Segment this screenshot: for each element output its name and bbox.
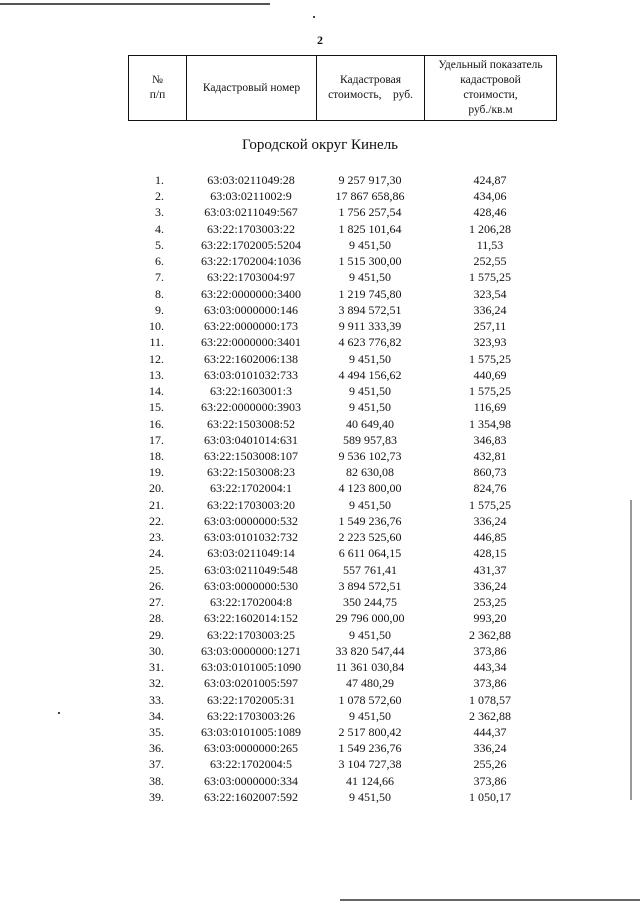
cadastral-value: 350 244,75 <box>343 595 397 610</box>
table-row <box>0 334 640 350</box>
scan-edge-bottom <box>340 899 640 901</box>
cadastral-number: 63:22:1703003:22 <box>206 221 295 236</box>
cadastral-number: 63:22:1602007:592 <box>203 789 298 804</box>
table-row <box>0 529 640 545</box>
table-row <box>0 416 640 432</box>
table-row <box>0 253 640 269</box>
cadastral-value: 9 257 917,30 <box>338 173 402 187</box>
row-number: 38. <box>149 773 164 788</box>
cadastral-value: 6 611 064,15 <box>338 546 402 561</box>
row-number: 18. <box>149 448 164 463</box>
specific-value: 444,37 <box>473 724 507 739</box>
row-number: 29. <box>149 627 164 642</box>
cadastral-number: 63:22:1703003:20 <box>206 497 295 512</box>
cadastral-value: 2 223 525,60 <box>338 530 402 545</box>
table-row <box>0 432 640 448</box>
row-number: 12. <box>149 351 164 366</box>
specific-value: 1 575,25 <box>469 351 511 366</box>
cadastral-number: 63:03:0000000:532 <box>203 513 298 528</box>
cadastral-number: 63:22:1503008:23 <box>206 465 295 480</box>
cadastral-value: 4 494 156,62 <box>338 367 402 382</box>
specific-value: 824,76 <box>473 481 507 496</box>
specific-value: 993,20 <box>473 611 507 626</box>
table-row <box>0 383 640 399</box>
row-number: 34. <box>149 708 164 723</box>
table-row <box>0 708 640 724</box>
cadastral-value: 4 123 800,00 <box>338 481 402 496</box>
specific-value: 424,87 <box>473 173 507 187</box>
specific-value: 257,11 <box>473 319 507 334</box>
header-col-specific-value: Удельный показатель кадастровой стоимости, руб./кв.м <box>425 56 557 121</box>
table-row <box>0 269 640 285</box>
cadastral-number: 63:03:0211049:548 <box>204 562 298 577</box>
cadastral-number: 63:22:0000000:173 <box>203 319 298 334</box>
row-number: 25. <box>149 562 164 577</box>
cadastral-value: 47 480,29 <box>346 676 394 691</box>
table-row <box>0 204 640 220</box>
cadastral-number: 63:22:1702005:31 <box>206 692 295 707</box>
specific-value: 432,81 <box>473 448 507 463</box>
table-row <box>0 188 640 204</box>
table-row <box>0 513 640 529</box>
cadastral-value: 3 104 727,38 <box>338 757 402 772</box>
table-row <box>0 172 640 188</box>
row-number: 23. <box>149 530 164 545</box>
cadastral-value: 29 796 000,00 <box>335 611 405 626</box>
section-title: Городской округ Кинель <box>241 137 399 153</box>
specific-value: 323,93 <box>473 335 507 350</box>
row-number: 28. <box>149 611 164 626</box>
row-number: 9. <box>155 302 164 317</box>
cadastral-value: 40 649,40 <box>346 416 394 431</box>
cadastral-number: 63:03:0000000:1271 <box>200 643 301 658</box>
row-number: 36. <box>149 741 164 756</box>
table-row <box>0 675 640 691</box>
specific-value: 2 362,88 <box>469 708 511 723</box>
row-number: 19. <box>149 465 164 480</box>
specific-value: 11,53 <box>476 237 504 252</box>
row-number: 3. <box>155 205 164 220</box>
table-row <box>0 643 640 659</box>
cadastral-value: 33 820 547,44 <box>335 643 405 658</box>
cadastral-number: 63:22:1702004:1 <box>209 481 292 496</box>
header-col-number: № п/п <box>129 56 187 121</box>
specific-value: 2 362,88 <box>469 627 511 642</box>
table-row <box>0 302 640 318</box>
cadastral-value: 9 451,50 <box>349 400 391 415</box>
specific-value: 255,26 <box>473 757 507 772</box>
cadastral-value: 1 825 101,64 <box>338 221 402 236</box>
cadastral-value: 557 761,41 <box>343 562 397 577</box>
table-row <box>0 464 640 480</box>
table-row <box>0 756 640 772</box>
cadastral-number: 63:22:1702005:5204 <box>200 237 301 252</box>
table-row <box>0 773 640 789</box>
specific-value: 1 575,25 <box>469 270 511 285</box>
cadastral-number: 63:03:0000000:265 <box>203 741 298 756</box>
specific-value: 373,86 <box>473 773 507 788</box>
cadastral-value: 1 515 300,00 <box>338 254 402 269</box>
specific-value: 336,24 <box>473 302 507 317</box>
specific-value: 336,24 <box>473 741 507 756</box>
cadastral-value: 17 867 658,86 <box>335 189 405 204</box>
row-number: 30. <box>149 643 164 658</box>
cadastral-value: 1 078 572,60 <box>338 692 402 707</box>
specific-value: 434,06 <box>473 189 507 204</box>
table-row <box>0 399 640 415</box>
table-row <box>0 562 640 578</box>
cadastral-value: 9 451,50 <box>349 237 391 252</box>
row-number: 26. <box>149 578 164 593</box>
cadastral-number: 63:22:1503008:107 <box>203 448 298 463</box>
cadastral-number: 63:03:0201005:597 <box>203 676 298 691</box>
specific-value: 440,69 <box>473 367 507 382</box>
cadastral-number: 63:03:0211049:567 <box>204 205 298 220</box>
row-number: 20. <box>149 481 164 496</box>
cadastral-value: 1 219 745,80 <box>338 286 402 301</box>
header-col-cadastral-value: Кадастровая стоимость, руб. <box>317 56 425 121</box>
specific-value: 860,73 <box>473 465 507 480</box>
row-number: 32. <box>149 676 164 691</box>
specific-value: 1 575,25 <box>469 384 511 399</box>
specific-value: 1 050,17 <box>469 789 511 804</box>
row-number: 22. <box>149 513 164 528</box>
specific-value: 1 354,98 <box>469 416 511 431</box>
row-number: 17. <box>149 432 164 447</box>
row-number: 15. <box>149 400 164 415</box>
table-row <box>0 789 640 805</box>
cadastral-value: 41 124,66 <box>346 773 394 788</box>
specific-value: 336,24 <box>473 578 507 593</box>
row-number: 7. <box>155 270 164 285</box>
specific-value: 1 078,57 <box>469 692 511 707</box>
cadastral-number: 63:22:1603001:3 <box>209 384 292 399</box>
cadastral-value: 9 451,50 <box>349 270 391 285</box>
table-row <box>0 237 640 253</box>
page-number: 2 <box>317 33 323 47</box>
specific-value: 116,69 <box>473 400 507 415</box>
row-number: 39. <box>149 789 164 804</box>
cadastral-number: 63:03:0000000:530 <box>203 578 298 593</box>
row-number: 27. <box>149 595 164 610</box>
cadastral-value: 9 451,50 <box>349 497 391 512</box>
cadastral-number: 63:03:0211002:9 <box>210 189 292 204</box>
specific-value: 1 575,25 <box>469 497 511 512</box>
cadastral-value: 1 756 257,54 <box>338 205 402 220</box>
cadastral-value: 9 451,50 <box>349 627 391 642</box>
row-number: 10. <box>149 319 164 334</box>
cadastral-value: 3 894 572,51 <box>338 302 402 317</box>
specific-value: 373,86 <box>473 676 507 691</box>
specific-value: 446,85 <box>473 530 507 545</box>
cadastral-number: 63:03:0211049:14 <box>207 546 295 561</box>
row-number: 6. <box>155 254 164 269</box>
cadastral-value: 9 911 333,39 <box>338 319 402 334</box>
cadastral-number: 63:03:0101032:732 <box>203 530 298 545</box>
table-row <box>0 594 640 610</box>
cadastral-number: 63:03:0211049:28 <box>207 173 295 187</box>
row-number: 24. <box>149 546 164 561</box>
header-col-cadastral-number: Кадастровый номер <box>187 56 317 121</box>
specific-value: 336,24 <box>473 513 507 528</box>
table-row <box>0 497 640 513</box>
table-row <box>0 740 640 756</box>
cadastral-number: 63:03:0101005:1090 <box>200 660 301 675</box>
row-number: 5. <box>155 237 164 252</box>
specific-value: 323,54 <box>473 286 507 301</box>
table-row <box>0 545 640 561</box>
row-number: 11. <box>149 335 164 350</box>
cadastral-value: 3 894 572,51 <box>338 578 402 593</box>
specific-value: 443,34 <box>473 660 507 675</box>
specific-value: 428,46 <box>473 205 507 220</box>
cadastral-value: 9 451,50 <box>349 708 391 723</box>
scan-speck <box>313 16 315 18</box>
cadastral-number: 63:03:0401014:631 <box>203 432 298 447</box>
cadastral-number: 63:22:1702004:5 <box>209 757 292 772</box>
table-row <box>0 480 640 496</box>
row-number: 33. <box>149 692 164 707</box>
cadastral-number: 63:22:0000000:3401 <box>200 335 301 350</box>
row-number: 8. <box>155 286 164 301</box>
table-row <box>0 318 640 334</box>
cadastral-value: 1 549 236,76 <box>338 741 402 756</box>
cadastral-number: 63:22:1703003:25 <box>206 627 295 642</box>
table-row <box>0 610 640 626</box>
row-number: 1. <box>155 173 164 187</box>
cadastral-number: 63:22:0000000:3903 <box>200 400 301 415</box>
table-row <box>0 578 640 594</box>
cadastral-number: 63:03:0000000:334 <box>203 773 298 788</box>
cadastral-number: 63:22:1703004:97 <box>206 270 295 285</box>
cadastral-number: 63:03:0000000:146 <box>203 302 298 317</box>
table-row <box>0 367 640 383</box>
row-number: 4. <box>155 221 164 236</box>
cadastral-number: 63:22:0000000:3400 <box>200 286 301 301</box>
table-row <box>0 692 640 708</box>
cadastral-number: 63:22:1702004:8 <box>209 595 292 610</box>
row-number: 2. <box>155 189 164 204</box>
cadastral-number: 63:03:0101005:1089 <box>200 724 301 739</box>
specific-value: 346,83 <box>473 432 507 447</box>
table-row <box>0 659 640 675</box>
cadastral-value: 82 630,08 <box>346 465 394 480</box>
table-row <box>0 627 640 643</box>
cadastral-number: 63:03:0101032:733 <box>203 367 298 382</box>
row-number: 21. <box>149 497 164 512</box>
table-header <box>128 55 557 121</box>
row-number: 16. <box>149 416 164 431</box>
table-row <box>0 221 640 237</box>
cadastral-number: 63:22:1702004:1036 <box>200 254 301 269</box>
cadastral-number: 63:22:1602014:152 <box>203 611 298 626</box>
cadastral-value: 9 451,50 <box>349 789 391 804</box>
table-row <box>0 724 640 740</box>
table-row <box>0 286 640 302</box>
row-number: 14. <box>149 384 164 399</box>
table-row <box>0 448 640 464</box>
row-number: 35. <box>149 724 164 739</box>
table-body <box>0 172 640 805</box>
row-number: 37. <box>149 757 164 772</box>
row-number: 31. <box>149 660 164 675</box>
scan-edge-top <box>0 3 270 5</box>
specific-value: 431,37 <box>473 562 507 577</box>
row-number: 13. <box>149 367 164 382</box>
cadastral-value: 9 536 102,73 <box>338 448 402 463</box>
table-row <box>0 351 640 367</box>
specific-value: 373,86 <box>473 643 507 658</box>
cadastral-number: 63:22:1602006:138 <box>203 351 298 366</box>
cadastral-value: 9 451,50 <box>349 351 391 366</box>
specific-value: 253,25 <box>473 595 507 610</box>
cadastral-value: 2 517 800,42 <box>338 724 402 739</box>
specific-value: 252,55 <box>473 254 507 269</box>
specific-value: 1 206,28 <box>469 221 511 236</box>
cadastral-number: 63:22:1503008:52 <box>206 416 295 431</box>
specific-value: 428,15 <box>473 546 507 561</box>
cadastral-value: 589 957,83 <box>343 432 397 447</box>
cadastral-value: 11 361 030,84 <box>335 660 405 675</box>
cadastral-value: 1 549 236,76 <box>338 513 402 528</box>
cadastral-value: 9 451,50 <box>349 384 391 399</box>
cadastral-value: 4 623 776,82 <box>338 335 402 350</box>
cadastral-number: 63:22:1703003:26 <box>206 708 295 723</box>
